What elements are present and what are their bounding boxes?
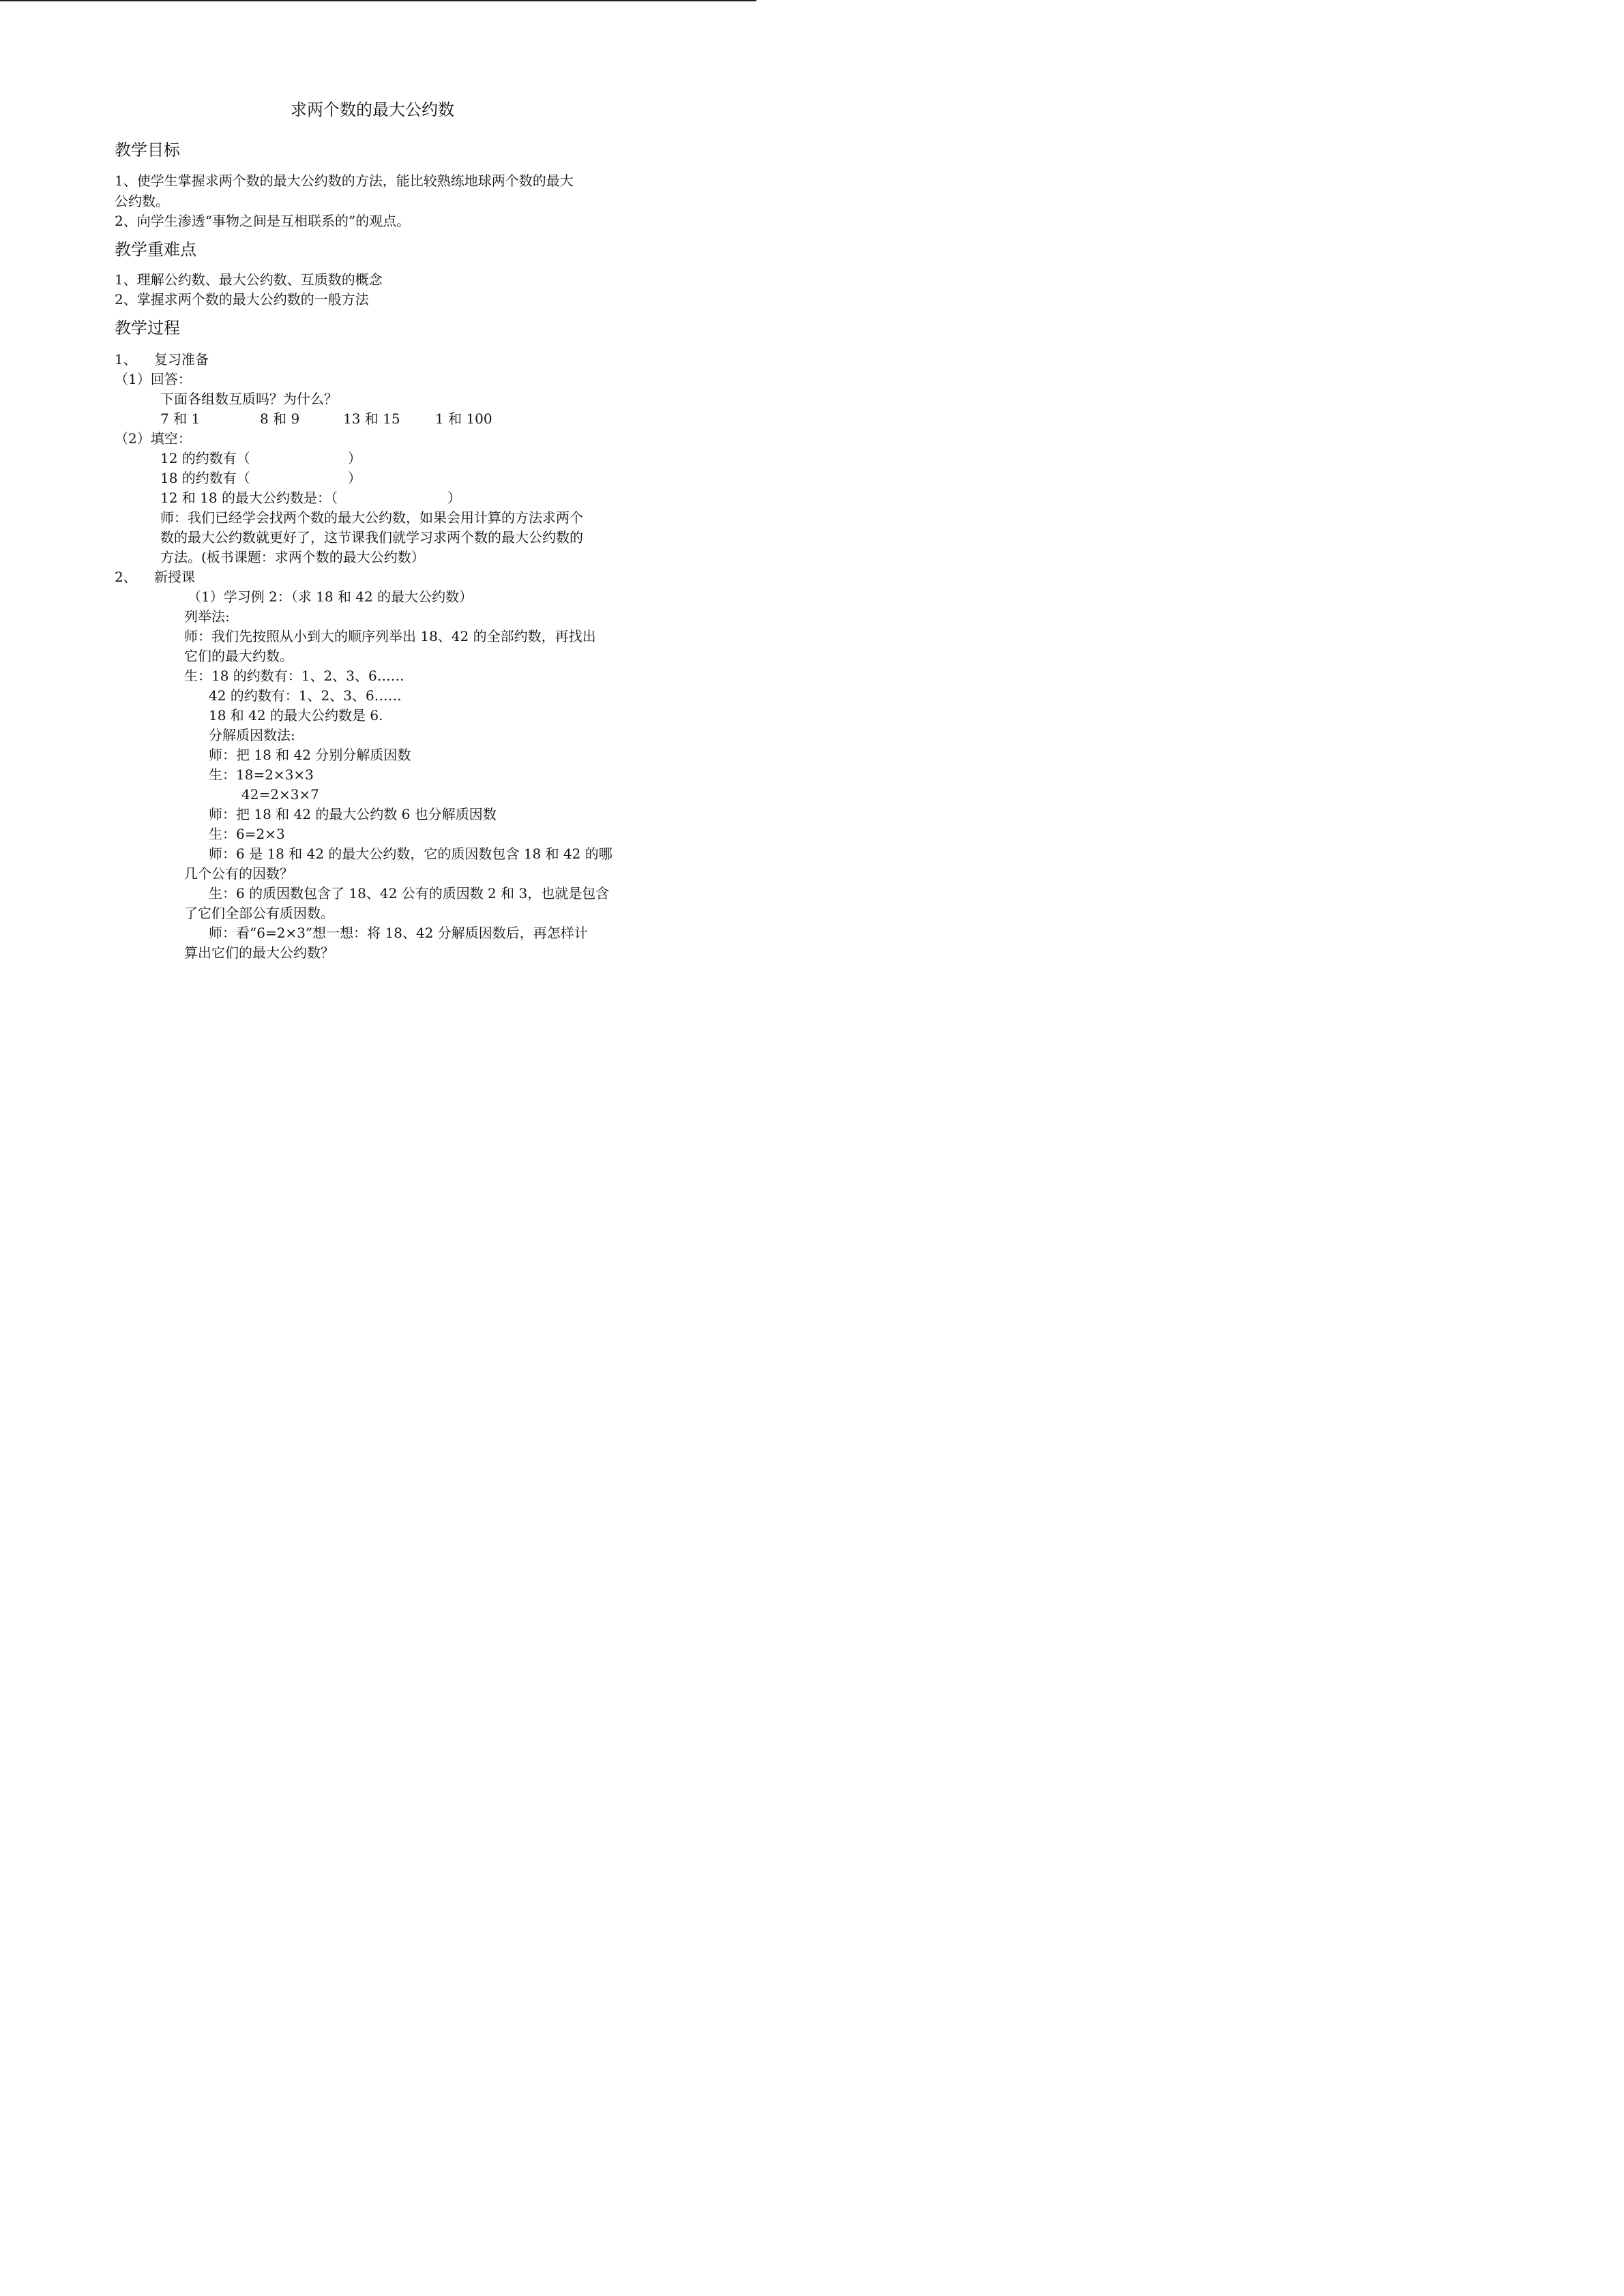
question-1-label: （1）回答：	[115, 371, 192, 387]
fill-blank-2: 18 的约数有（	[160, 470, 250, 486]
fill-blank-2-close: ）	[348, 470, 361, 486]
factor-teacher-prompt-line-1: 师：看“6=2×3”想一想：将 18、42 分解质因数后，再怎样计	[209, 925, 588, 941]
question-2-label: （2）填空：	[115, 430, 192, 447]
factor-teacher-line-1: 师：把 18 和 42 分别分解质因数	[209, 747, 411, 763]
page-top-border	[0, 0, 756, 1]
teacher-intro-line-2: 数的最大公约数就更好了，这节课我们就学习求两个数的最大公约数的	[160, 529, 583, 546]
factor-teacher-question-line-1: 师：6 是 18 和 42 的最大公约数，它的质因数包含 18 和 42 的哪	[209, 846, 612, 862]
listing-teacher-line-2: 它们的最大约数。	[184, 648, 293, 664]
heading-process: 教学过程	[115, 318, 180, 338]
method-prime-factorization: 分解质因数法:	[209, 727, 295, 743]
number-pair-1: 7 和 1	[160, 411, 201, 427]
teacher-intro-line-3: 方法。(板书课题：求两个数的最大公约数）	[160, 549, 425, 565]
factor-teacher-question-line-2: 几个公有的因数？	[184, 865, 293, 882]
method-listing: 列举法:	[184, 608, 230, 625]
factor-student-answer-line-1: 生：6 的质因数包含了 18、42 公有的质因数 2 和 3，也就是包含	[209, 885, 610, 901]
fill-blank-3: 12 和 18 的最大公约数是：（	[160, 490, 338, 506]
number-pair-4: 1 和 100	[435, 411, 492, 427]
listing-teacher-line-1: 师：我们先按照从小到大的顺序列举出 18、42 的全部约数，再找出	[184, 628, 596, 644]
teacher-intro-line-1: 师：我们已经学会找两个数的最大公约数，如果会用计算的方法求两个	[160, 509, 583, 526]
document-title: 求两个数的最大公约数	[291, 100, 454, 119]
step-1-number: 1、	[115, 351, 137, 368]
question-1-text: 下面各组数互质吗？为什么？	[160, 391, 338, 407]
number-pair-2: 8 和 9	[260, 411, 300, 427]
heading-objectives: 教学目标	[115, 140, 180, 160]
number-pair-3: 13 和 15	[343, 411, 400, 427]
listing-student-line-3: 18 和 42 的最大公约数是 6.	[209, 707, 383, 724]
factor-student-line-3: 生：6=2×3	[209, 826, 285, 842]
factor-student-line-2: 42=2×3×7	[241, 786, 319, 803]
objective-1: 1、使学生掌握求两个数的最大公约数的方法，能比较熟练地球两个数的最大	[115, 173, 574, 189]
factor-teacher-line-2: 师：把 18 和 42 的最大公约数 6 也分解质因数	[209, 806, 497, 822]
fill-blank-3-close: ）	[447, 490, 461, 506]
key-point-1: 1、理解公约数、最大公约数、互质数的概念	[115, 271, 383, 288]
objective-2: 2、向学生渗透“事物之间是互相联系的”的观点。	[115, 213, 411, 229]
key-point-2: 2、掌握求两个数的最大公约数的一般方法	[115, 291, 369, 308]
listing-student-line-2: 42 的约数有：1、2、3、6……	[209, 687, 402, 704]
factor-student-answer-line-2: 了它们全部公有质因数。	[184, 905, 334, 921]
example-2-title: （1）学习例 2：（求 18 和 42 的最大公约数）	[188, 588, 473, 605]
step-2-title: 新授课	[154, 569, 195, 585]
step-2-number: 2、	[115, 569, 137, 585]
factor-student-line-1: 生：18=2×3×3	[209, 766, 314, 783]
step-1-title: 复习准备	[154, 351, 209, 368]
fill-blank-1-close: ）	[348, 450, 361, 466]
listing-student-line-1: 生：18 的约数有：1、2、3、6……	[184, 668, 404, 684]
heading-key-points: 教学重难点	[115, 240, 196, 259]
factor-teacher-prompt-line-2: 算出它们的最大公约数？	[184, 944, 334, 961]
objective-1-cont: 公约数。	[115, 193, 169, 209]
fill-blank-1: 12 的约数有（	[160, 450, 250, 466]
